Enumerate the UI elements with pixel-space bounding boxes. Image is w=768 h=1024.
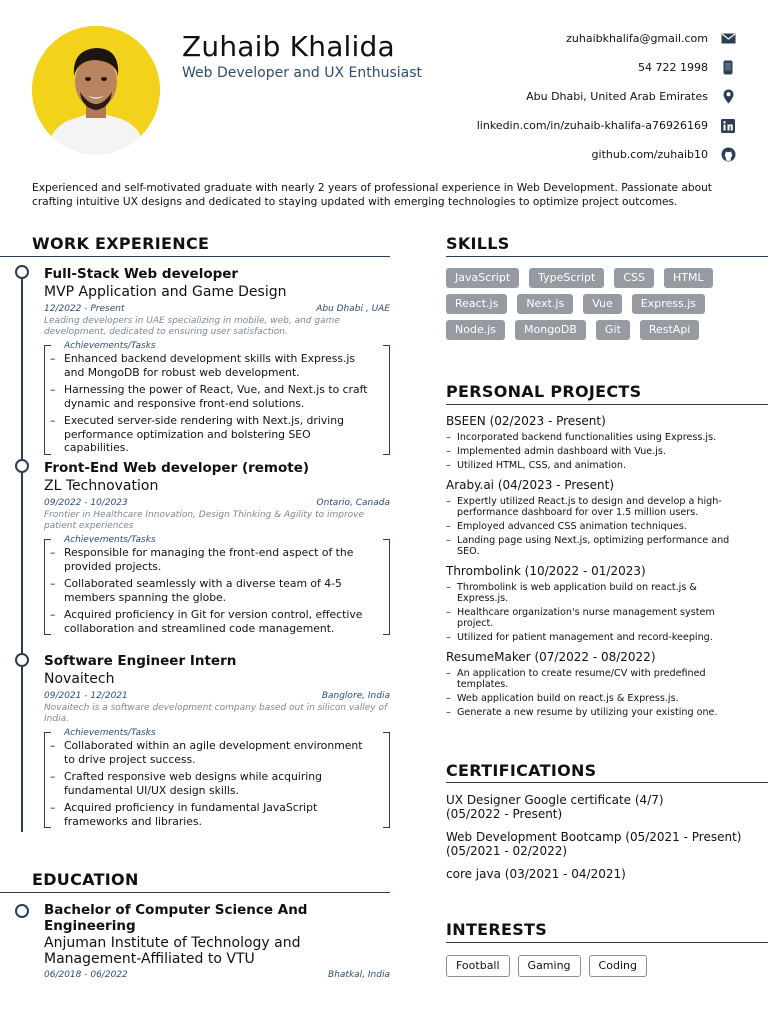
project-item: – Landing page using Next.js, optimizing performance and SEO. <box>446 535 736 557</box>
skill-tag: Node.js <box>446 320 505 340</box>
skill-tag: Git <box>596 320 630 340</box>
project-item: – Employed advanced CSS animation techniques. <box>446 521 736 532</box>
person-portrait-icon <box>32 26 160 154</box>
project-item: – Implemented admin dashboard with Vue.js. <box>446 446 736 457</box>
achievement-item: – Harnessing the power of React, Vue, and Next.js to craft dynamic and responsive front-end solutions. <box>64 383 372 410</box>
skill-tag: RestApi <box>640 320 700 340</box>
job-company: Novaitech <box>44 671 115 687</box>
job-location: Abu Dhabi , UAE <box>316 304 390 314</box>
job-meta <box>44 303 390 315</box>
skill-row <box>446 320 746 340</box>
projects-divider <box>446 404 768 405</box>
skill-tag: Vue <box>583 294 622 314</box>
project-item: – Thrombolink is web application build on react.js & Express.js. <box>446 582 736 604</box>
job-title: Full-Stack Web developer <box>44 266 239 282</box>
contact-linkedin[interactable] <box>416 111 736 140</box>
timeline-dot <box>15 653 29 667</box>
project-title: Araby.ai (04/2023 - Present) <box>446 478 615 492</box>
project-title: ResumeMaker (07/2022 - 08/2022) <box>446 650 656 664</box>
job-description: Novaitech is a software development company based out in silicon valley of India. <box>44 703 388 724</box>
professional-summary: Experienced and self-motivated graduate with nearly 2 years of professional experience in Web Development. Passionate about crafting intuitive UX designs and dedicated to staying updated with emerging technologies to optimize project outcomes. <box>32 182 712 208</box>
skills-divider <box>446 256 768 257</box>
achievement-item: – Enhanced backend development skills with Express.js and MongoDB for robust web development. <box>64 352 372 379</box>
interests-divider <box>446 942 768 943</box>
project-item: – Incorporated backend functionalities using Express.js. <box>446 432 736 443</box>
contact-github[interactable] <box>416 140 736 169</box>
job-title: Front-End Web developer (remote) <box>44 460 310 476</box>
education-degree: Bachelor of Computer Science And Engineering <box>44 902 308 934</box>
contact-linkedin-text[interactable]: linkedin.com/in/zuhaib-khalifa-a76926169 <box>476 119 708 132</box>
skill-tag: TypeScript <box>529 268 604 288</box>
job-dates: 09/2022 - 10/2023 <box>44 498 128 508</box>
job-description: Leading developers in UAE specializing in mobile, web, and game development, dedicated to ensuring user satisfaction. <box>44 316 340 337</box>
education-dates: 06/2018 - 06/2022 <box>44 970 128 980</box>
contact-github-text[interactable]: github.com/zuhaib10 <box>591 148 708 161</box>
job-description: Frontier in Healthcare Innovation, Design Thinking & Agility to improve patient experiences <box>44 510 365 531</box>
job-company: MVP Application and Game Design <box>44 284 287 300</box>
job-title: Software Engineer Intern <box>44 653 237 669</box>
achievements-box <box>44 535 390 635</box>
job-location: Ontario, Canada <box>316 498 390 508</box>
achievements-label: Achievements/Tasks <box>64 341 156 351</box>
timeline-dot <box>15 904 29 918</box>
candidate-title: Web Developer and UX Enthusiast <box>182 65 423 81</box>
interest-tag: Gaming <box>518 955 581 977</box>
projects-heading: PERSONAL PROJECTS <box>446 382 642 401</box>
job-entry <box>44 460 390 639</box>
project-item: – Utilized HTML, CSS, and animation. <box>446 460 736 471</box>
location-pin-icon <box>720 89 736 105</box>
linkedin-icon <box>720 118 736 134</box>
envelope-icon <box>720 31 736 47</box>
certifications-divider <box>446 782 768 783</box>
skill-tag: CSS <box>614 268 654 288</box>
contact-location-text: Abu Dhabi, United Arab Emirates <box>526 90 708 103</box>
achievement-item: – Collaborated within an agile development environment to drive project success. <box>64 739 372 766</box>
job-location: Banglore, India <box>321 691 390 701</box>
project-item: – Healthcare organization's nurse management system project. <box>446 607 736 629</box>
achievement-item: – Crafted responsive web designs while acquiring fundamental UI/UX design skills. <box>64 770 372 797</box>
achievements-box <box>44 341 390 455</box>
project-entry <box>446 477 736 557</box>
education-school: Anjuman Institute of Technology and Management-Affiliated to VTU <box>44 935 301 967</box>
contact-phone[interactable] <box>416 53 736 82</box>
project-entry <box>446 563 736 643</box>
work-experience-heading: WORK EXPERIENCE <box>32 234 210 253</box>
skill-tag: HTML <box>664 268 713 288</box>
profile-photo <box>32 26 160 154</box>
achievement-item: – Collaborated seamlessly with a diverse team of 4-5 members spanning the globe. <box>64 577 372 604</box>
skill-tag: Next.js <box>517 294 573 314</box>
work-timeline <box>21 278 23 832</box>
project-entry <box>446 413 736 471</box>
contact-email[interactable] <box>416 24 736 53</box>
project-entry <box>446 649 736 718</box>
certification-item: core java (03/2021 - 04/2021) <box>446 867 626 881</box>
achievement-item: – Executed server-side rendering with Next.js, driving performance optimization and bolstering SEO capabilities. <box>64 414 372 455</box>
education-location: Bhatkal, India <box>328 970 390 980</box>
interest-tag: Coding <box>589 955 647 977</box>
skill-tag: React.js <box>446 294 507 314</box>
project-item: – Expertly utilized React.js to design and develop a high-performance dashboard for over 1.5 million users. <box>446 496 736 518</box>
interest-tag: Football <box>446 955 510 977</box>
certification-item: Web Development Bootcamp (05/2021 - Present) (05/2021 - 02/2022) <box>446 830 742 858</box>
education-entry <box>44 902 390 981</box>
candidate-name: Zuhaib Khalida <box>182 30 395 63</box>
job-dates: 09/2021 - 12/2021 <box>44 691 128 701</box>
job-entry <box>44 653 390 832</box>
achievements-label: Achievements/Tasks <box>64 535 156 545</box>
project-title: Thrombolink (10/2022 - 01/2023) <box>446 564 646 578</box>
contact-location <box>416 82 736 111</box>
job-meta <box>44 497 390 509</box>
job-company: ZL Technovation <box>44 478 159 494</box>
github-icon <box>720 147 736 163</box>
timeline-dot <box>15 265 29 279</box>
skills-heading: SKILLS <box>446 234 510 253</box>
education-divider <box>0 892 390 893</box>
project-item: – Generate a new resume by utilizing your existing one. <box>446 707 736 718</box>
achievements-box <box>44 728 390 828</box>
projects-list <box>446 413 736 724</box>
achievements-label: Achievements/Tasks <box>64 728 156 738</box>
certification-item: UX Designer Google certificate (4/7) (05/2022 - Present) <box>446 793 664 821</box>
job-entry <box>44 266 390 459</box>
achievement-item: – Acquired proficiency in Git for version control, effective collaboration and streamlined code management. <box>64 608 372 635</box>
project-item: – Utilized for patient management and record-keeping. <box>446 632 736 643</box>
interests-heading: INTERESTS <box>446 920 548 939</box>
project-item: – Web application build on react.js & Express.js. <box>446 693 736 704</box>
skill-tag: JavaScript <box>446 268 519 288</box>
contact-phone-text[interactable]: 54 722 1998 <box>638 61 708 74</box>
skill-tag: MongoDB <box>515 320 586 340</box>
job-dates: 12/2022 - Present <box>44 304 125 314</box>
education-heading: EDUCATION <box>32 870 139 889</box>
achievement-item: – Acquired proficiency in fundamental JavaScript frameworks and libraries. <box>64 801 372 828</box>
skill-tag: Express.js <box>632 294 705 314</box>
work-experience-divider <box>0 256 390 257</box>
project-item: – An application to create resume/CV with predefined templates. <box>446 668 736 690</box>
skill-row <box>446 294 746 314</box>
interests-list <box>446 955 655 977</box>
phone-icon <box>720 60 736 76</box>
contact-list <box>416 24 736 169</box>
achievement-item: – Responsible for managing the front-end aspect of the provided projects. <box>64 546 372 573</box>
skill-row <box>446 268 746 288</box>
skills-list <box>446 268 746 346</box>
project-title: BSEEN (02/2023 - Present) <box>446 414 606 428</box>
timeline-dot <box>15 459 29 473</box>
job-meta <box>44 690 390 702</box>
certifications-list <box>446 793 746 890</box>
contact-email-text[interactable]: zuhaibkhalifa@gmail.com <box>566 32 708 45</box>
certifications-heading: CERTIFICATIONS <box>446 761 597 780</box>
education-meta <box>44 969 390 981</box>
